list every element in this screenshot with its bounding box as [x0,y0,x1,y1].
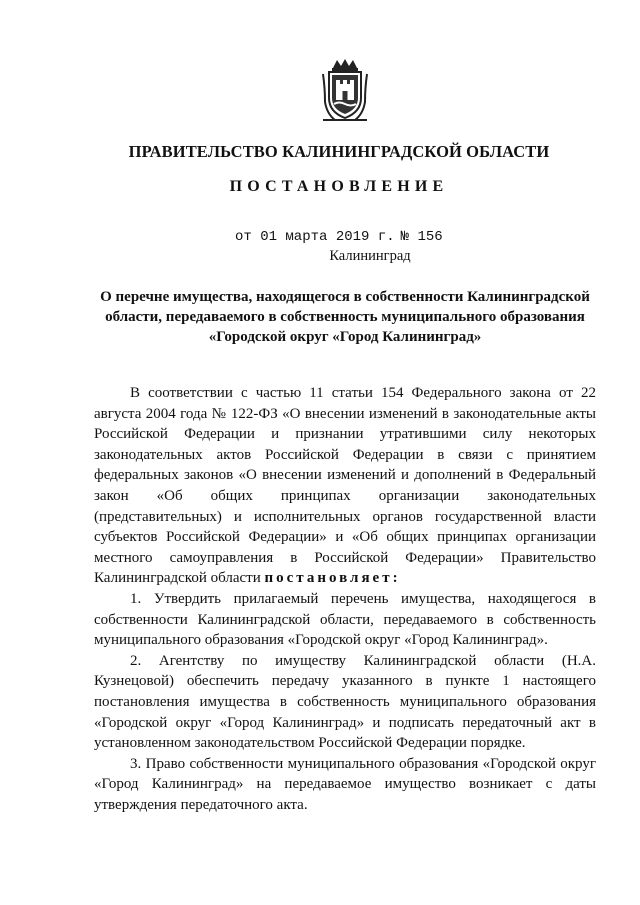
government-title: ПРАВИТЕЛЬСТВО КАЛИНИНГРАДСКОЙ ОБЛАСТИ [128,142,550,161]
document-type: ПОСТАНОВЛЕНИЕ [229,178,449,195]
document-number: № 156 [400,229,443,245]
document-subject: О перечне имущества, находящегося в собственности Калининградской области, передаваемого в собственность муниципального образования «Городской округ «Город Калининград» [100,289,590,345]
preamble-text: В соответствии с частью 11 статьи 154 Федерального закона от 22 августа 2004 года № 122-ФЗ «О внесении изменений в законодательные акты Российской Федерации и признании утратившими силу некоторых законодательных актов Российской Федерации в связи с принятием федеральных законов «О внесении изменений и дополнений в Федеральный закон «Об общих принципах организации законодательных (представительных) и исполнительных органов государственной власти субъектов Российской Федерации» и «Об общих принципах организации местного самоуправления в Российской Федерации» Правительство Калининградской области [94,385,596,587]
item-paragraph: 3. Право собственности муниципального образования «Городской округ «Город Калининград» на передаваемое имущество возникает с даты утверждения передаточного акта. [94,755,596,813]
item-paragraph: 2. Агентству по имуществу Калининградской области (Н.А. Кузнецовой) обеспечить передачу указанного в пункте 1 настоящего постановления имущества в собственность муниципального образования «Городской округ «Город Калининград» и подписать передаточный акт в установленном законодательством Российской Федерации порядке. [94,652,596,752]
item-paragraph: 1. Утвердить прилагаемый перечень имущества, находящегося в собственности Калининградской области, передаваемого в собственность муниципального образования «Городской округ «Город Калининград». [94,590,596,649]
preamble-paragraph [94,383,596,589]
document-date: от 01 марта 2019 г. [235,229,395,245]
date-line [235,229,443,245]
decree-word: постановляет: [264,570,401,587]
city: Калининград [329,248,411,264]
document-body [94,383,596,815]
coat-of-arms-icon [319,58,371,124]
